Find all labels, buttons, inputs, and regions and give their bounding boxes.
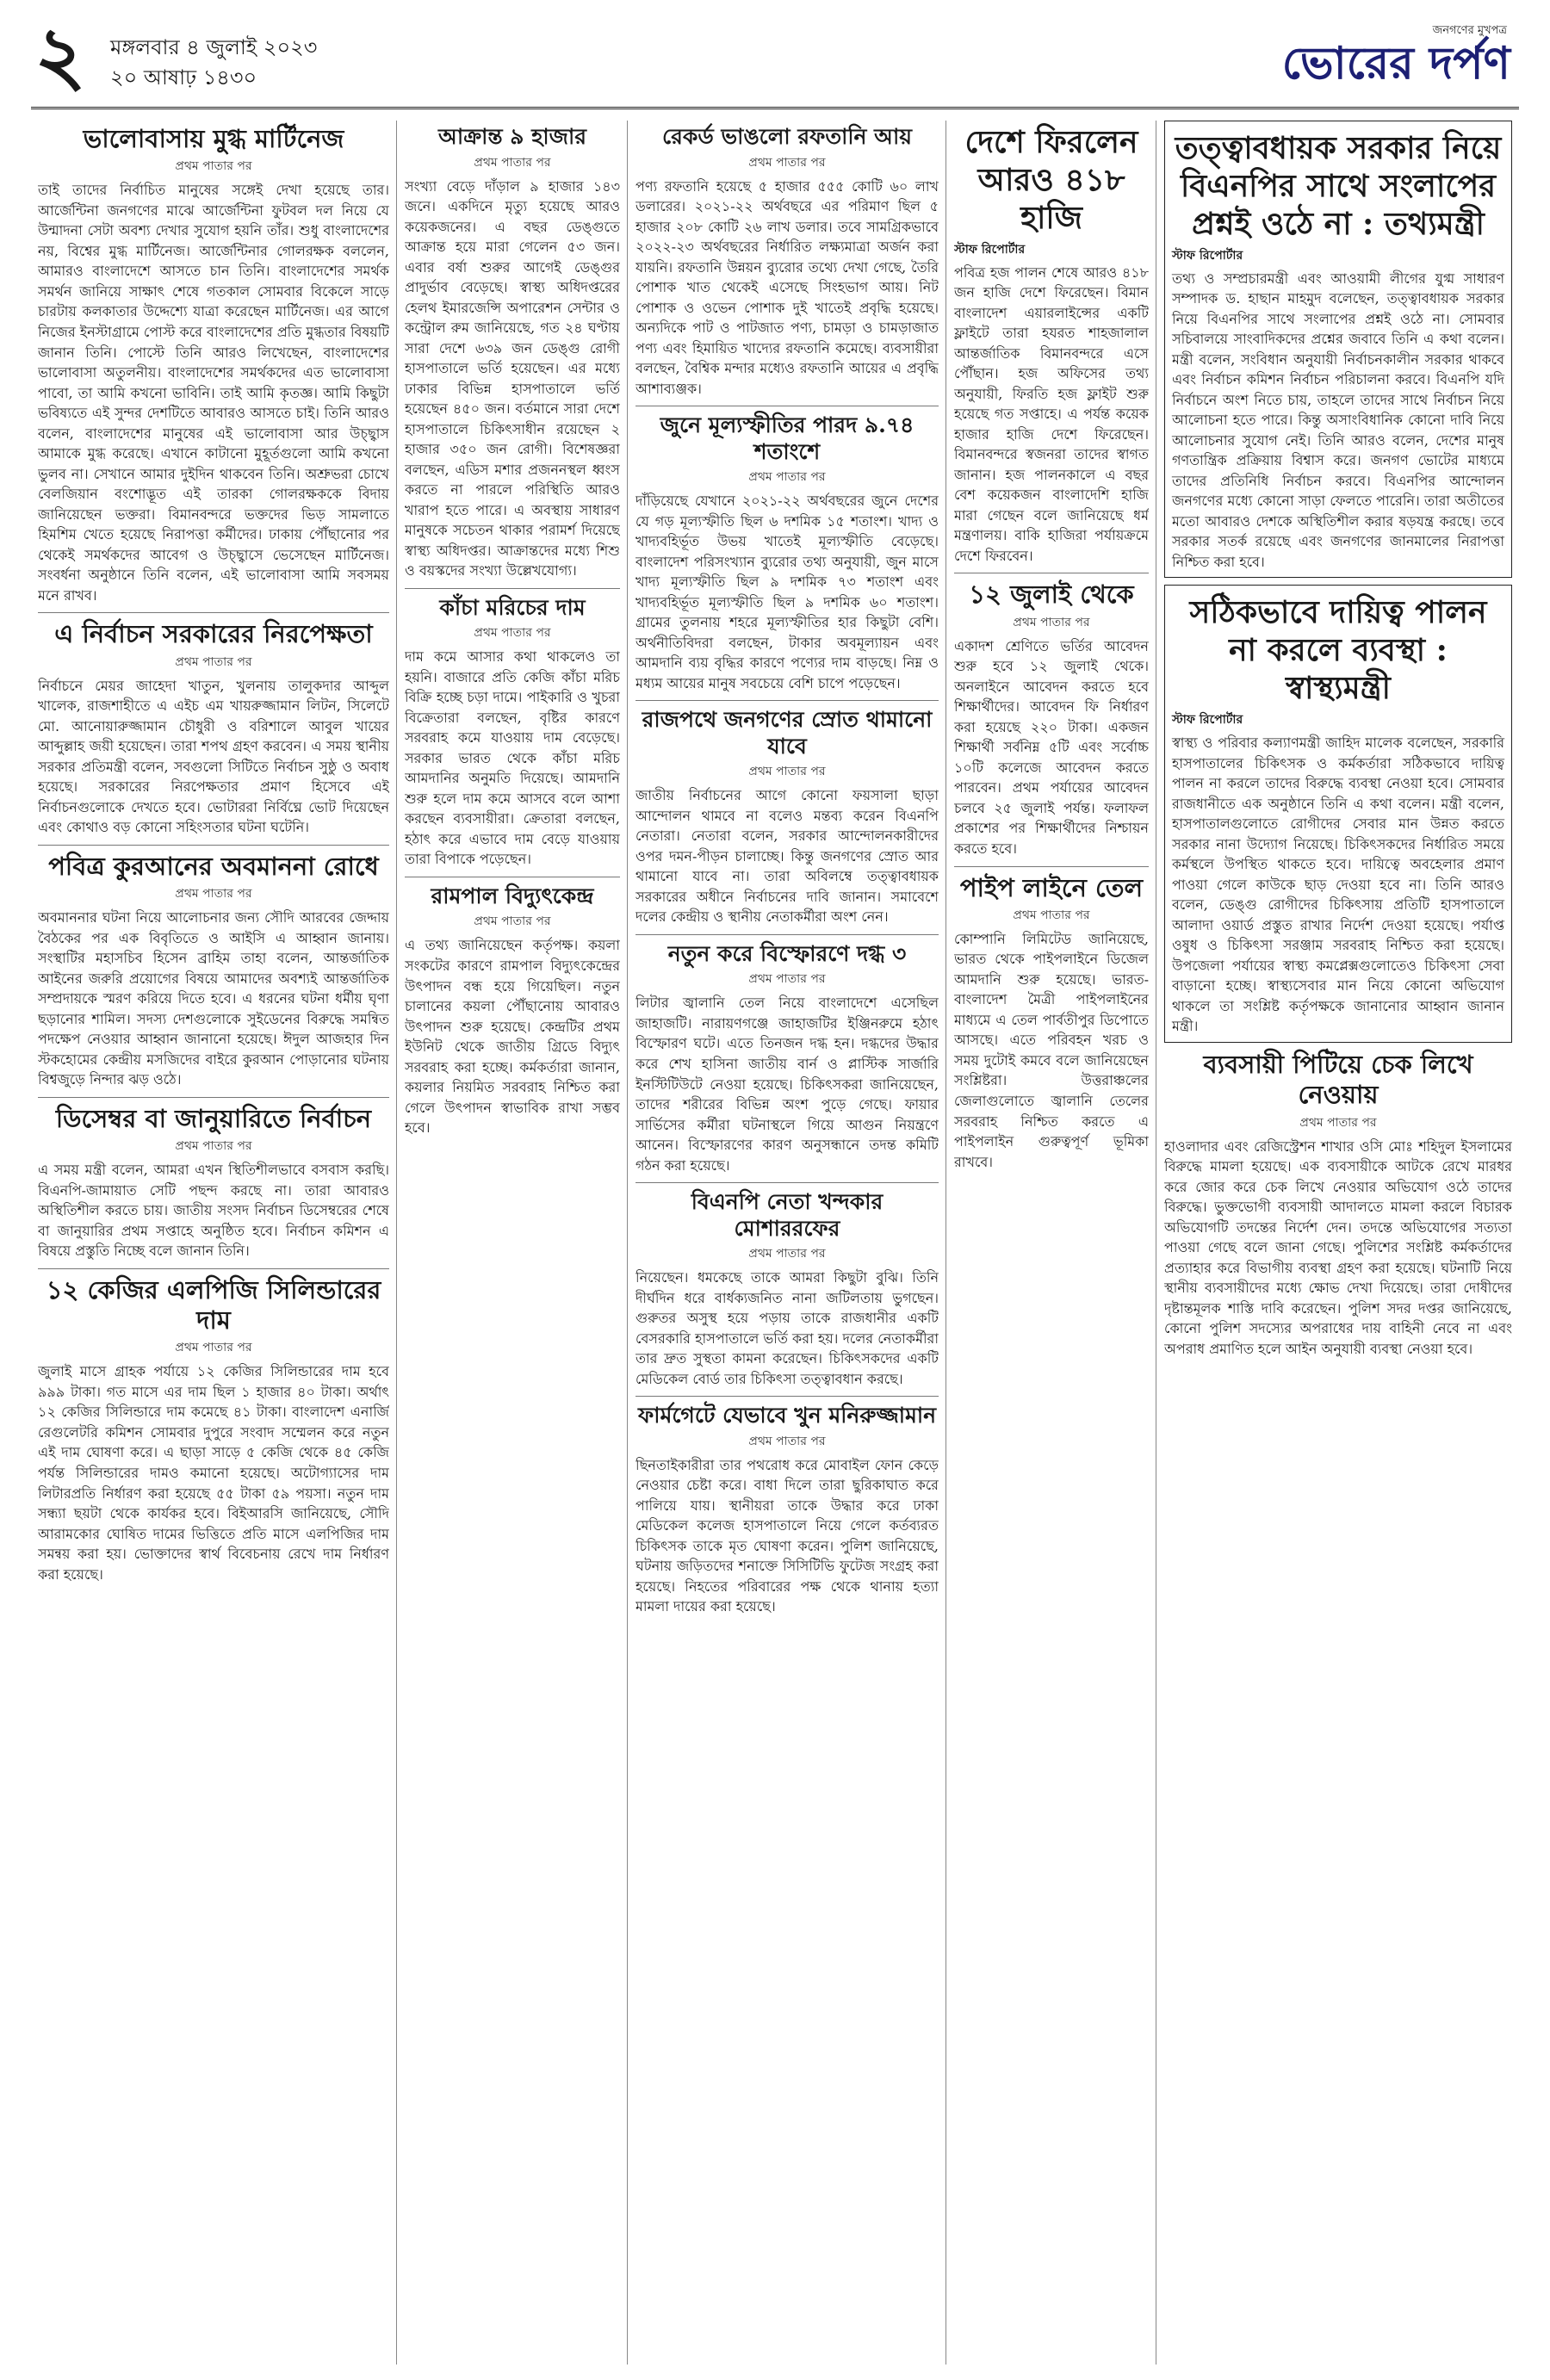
continued-label: প্রথম পাতার পর	[1013, 908, 1090, 922]
continued-label: প্রথম পাতার পর	[474, 626, 551, 641]
article-pipeline	[954, 873, 1149, 1173]
headline: ডিসেম্বর বা জানুয়ারিতে নির্বাচন	[55, 1103, 372, 1133]
continued-label: প্রথম পাতার পর	[175, 1139, 252, 1154]
headline: রাজপথে জনগণের স্রোত থামানো যাবে	[642, 707, 933, 759]
article-body: এ তথ্য জানিয়েছেন কর্তৃপক্ষ। কয়লা সংকটের কারণে রামপাল বিদ্যুৎকেন্দ্রের উৎপাদন বন্ধ হয়ে গিয়েছিল। নতুন চালানের কয়লা পৌঁছানোয় আবারও উৎপাদন শুরু হয়েছে। কেন্দ্রটির প্রথম ইউনিট থেকে জাতীয় গ্রিডে বিদ্যুৎ সরবরাহ করা হচ্ছে। কর্মকর্তারা জানান, কয়লার নিয়মিত সরবরাহ নিশ্চিত করা গেলে উৎপাদন স্বাভাবিক রাখা সম্ভব হবে।	[405, 937, 620, 1137]
article-blast	[636, 941, 939, 1175]
divider	[38, 1097, 389, 1098]
continued-label: প্রথম পাতার পর	[175, 887, 252, 902]
newspaper-logo	[1282, 22, 1510, 88]
continued-label: প্রথম পাতার পর	[1299, 1115, 1377, 1130]
headline: তত্ত্বাবধায়ক সরকার নিয়ে বিএনপির সাথে সংলাপের প্রশ্নই ওঠে না : তথ্যমন্ত্রী	[1175, 130, 1502, 242]
article-body: হাওলাদার এবং রেজিস্ট্রেশন শাখার ওসি মোঃ শহিদুল ইসলামের বিরুদ্ধে মামলা হয়েছে। এক ব্যবসায়ীকে আটকে রেখে মারধর করে জোর করে চেক লিখে নেওয়ার অভিযোগ ওঠে তাদের বিরুদ্ধে। ভুক্তভোগী ব্যবসায়ী আদালতে মামলা করলে বিচারক অভিযোগটি তদন্তের নির্দেশ দেন। তদন্তে অভিযোগের সত্যতা পাওয়া গেছে বলে জানা গেছে। পুলিশের সংশ্লিষ্ট কর্মকর্তাদের প্রত্যাহার করে বিভাগীয় ব্যবস্থা গ্রহণ করা হয়েছে। ঘটনাটি নিয়ে স্থানীয় ব্যবসায়ীদের মধ্যে ক্ষোভ দেখা দিয়েছে। তারা দোষীদের দৃষ্টান্তমূলক শাস্তি দাবি করেছেন। পুলিশ সদর দপ্তর জানিয়েছে, কোনো পুলিশ সদস্যের অপরাধের দায় বাহিনী নেবে না এবং অপরাধ প্রমাণিত হলে আইন অনুযায়ী ব্যবস্থা নেওয়া হবে।	[1164, 1137, 1512, 1357]
article-rampal	[405, 883, 620, 1138]
article-body: নির্বাচনে মেয়র জাহেদা খাতুন, খুলনায় তালুকদার আব্দুল খালেক, রাজশাহীতে এ এইচ এম খায়রুজ্জামান লিটন, সিলেটে মো. আনোয়ারুজ্জামান চৌধুরী ও বরিশালে আবুল খায়ের আব্দুল্লাহ জয়ী হয়েছেন। তারা শপথ গ্রহণ করবেন। এ সময় স্থানীয় সরকার প্রতিমন্ত্রী বলেন, সবগুলো সিটিতে নির্বাচন সুষ্ঠু ও অবাধ হয়েছে। সরকারের নিরপেক্ষতার প্রমাণ হিসেবে এই নির্বাচনগুলোকে দেখতে হবে। ভোটাররা নির্বিঘ্নে ভোট দিয়েছেন এবং কোথাও বড় কোনো সহিংসতার ঘটনা ঘটেনি।	[38, 677, 389, 836]
continued-label: প্রথম পাতার পর	[1013, 615, 1090, 629]
column-1	[38, 121, 389, 2365]
continued-label: প্রথম পাতার পর	[748, 155, 826, 170]
continued-label: প্রথম পাতার পর	[474, 914, 551, 929]
bangla-date: ২০ আষাঢ় ১৪৩০	[110, 65, 257, 90]
article-attack	[405, 124, 620, 581]
headline: ভালোবাসায় মুগ্ধ মার্টিনেজ	[83, 124, 344, 153]
continued-label: প্রথম পাতার পর	[748, 470, 826, 485]
headline: আক্রান্ত ৯ হাজার	[438, 124, 586, 149]
date-block	[110, 33, 317, 93]
column-2	[405, 121, 620, 2365]
logo-name: ভোরের দর্পণ	[1281, 37, 1510, 90]
headline: ফার্মগেটে যেভাবে খুন মনিরুজ্জামান	[637, 1403, 936, 1429]
article-body: পবিত্র হজ পালন শেষে আরও ৪১৮ জন হাজি দেশে ফিরেছেন। বিমান বাংলাদেশ এয়ারলাইন্সের একটি ফ্লাইটে তারা হযরত শাহজালাল আন্তর্জাতিক বিমানবন্দরে এসে পৌঁছান। হজ অফিসের তথ্য অনুযায়ী, ফিরতি হজ ফ্লাইট শুরু হয়েছে গত সপ্তাহে। এ পর্যন্ত কয়েক হাজার হাজি দেশে ফিরেছেন। বিমানবন্দরে স্বজনরা তাদের স্বাগত জানান। হজ পালনকালে এ বছর বেশ কয়েকজন বাংলাদেশি হাজি মারা গেছেন বলে জানিয়েছে ধর্ম মন্ত্রণালয়। বাকি হাজিরা পর্যায়ক্রমে দেশে ফিরবেন।	[954, 263, 1149, 564]
article-remittance	[636, 124, 939, 399]
article-inflation	[636, 412, 939, 693]
headline: পাইপ লাইনে তেল	[959, 872, 1144, 902]
article-farmgate	[636, 1403, 939, 1617]
article-quran	[38, 852, 389, 1090]
divider	[38, 1268, 389, 1269]
column-5	[1164, 121, 1512, 2365]
article-chili	[405, 595, 620, 870]
continued-label: প্রথম পাতার পর	[748, 1247, 826, 1261]
article-body: তথ্য ও সম্প্রচারমন্ত্রী এবং আওয়ামী লীগের যুগ্ম সাধারণ সম্পাদক ড. হাছান মাহমুদ বলেছেন, তত্ত্বাবধায়ক সরকার নিয়ে বিএনপির সাথে সংলাপের প্রশ্নই ওঠে না। সোমবার সচিবালয়ে সাংবাদিকদের প্রশ্নের জবাবে তিনি এ কথা বলেন। মন্ত্রী বলেন, সংবিধান অনুযায়ী নির্বাচনকালীন সরকার থাকবে এবং নির্বাচন কমিশন নির্বাচন পরিচালনা করবে। বিএনপি যদি নির্বাচনে অংশ নিতে চায়, তাহলে তাদের সাথে নির্বাচন নিয়ে আলোচনা হতে পারে। কিন্তু অসাংবিধানিক কোনো দাবি নিয়ে আলোচনার সুযোগ নেই। তিনি আরও বলেন, দেশের মানুষ গণতান্ত্রিক প্রক্রিয়ায় বিশ্বাস করে। জনগণ ভোটের মাধ্যমে তাদের প্রতিনিধি নির্বাচন করবে। বিএনপির আন্দোলন জনগণের মধ্যে কোনো সাড়া ফেলতে পারেনি। তারা অতীতের মতো আবারও দেশকে অস্থিতিশীল করার ষড়যন্ত্র করছে। তবে সরকার সতর্ক রয়েছে এবং জনগণের জানমালের নিরাপত্তা নিশ্চিত করা হবে।	[1172, 270, 1504, 570]
column-3	[636, 121, 939, 2365]
article-body: এ সময় মন্ত্রী বলেন, আমরা এখন স্থিতিশীলভাবে বসবাস করছি। বিএনপি-জামায়াত সেটি পছন্দ করছে না। তারা আবারও অস্থিতিশীল করতে চায়। জাতীয় সংসদ নির্বাচন ডিসেম্বরের শেষে বা জানুয়ারির প্রথম সপ্তাহে অনুষ্ঠিত হবে। নির্বাচন কমিশন এ বিষয়ে প্রস্তুতি নিচ্ছে বলে জানান তিনি।	[38, 1162, 389, 1260]
column-divider	[396, 121, 397, 2365]
divider	[636, 934, 939, 935]
article-body: অবমাননার ঘটনা নিয়ে আলোচনার জন্য সৌদি আরবের জেদ্দায় বৈঠকের পর এক বিবৃতিতে ও আইসি এ আহ্বান জানায়। সংস্থাটির মহাসচিব হিসেন ব্রাহিম তাহা বলেন, আন্তর্জাতিক আইনের জরুরি প্রয়োগের বিষয়ে আমাদের অবশ্যই আন্তর্জাতিক সম্প্রদায়কে স্মরণ করিয়ে দিতে হবে। এ ধরনের ঘটনা ধর্মীয় ঘৃণা ছড়ানোর শামিল। সদস্য দেশগুলোকে সুইডেনের বিরুদ্ধে সমন্বিত পদক্ষেপ নেওয়ার আহ্বান জানানো হয়েছে। ঈদুল আজহার দিন স্টকহোমের কেন্দ্রীয় মসজিদের বাইরে কুরআন পোড়ানোর ঘটনায় বিশ্বজুড়ে নিন্দার ঝড় ওঠে।	[38, 909, 389, 1088]
article-body: লিটার জ্বালানি তেল নিয়ে বাংলাদেশে এসেছিল জাহাজটি। নারায়ণগঞ্জে জাহাজটির ইঞ্জিনরুমে হঠাৎ বিস্ফোরণ ঘটে। এতে তিনজন দগ্ধ হন। দগ্ধদের উদ্ধার করে শেখ হাসিনা জাতীয় বার্ন ও প্লাস্টিক সার্জারি ইনস্টিটিউটে নেওয়া হয়েছে। চিকিৎসকরা জানিয়েছেন, তাদের শরীরের বিভিন্ন অংশ পুড়ে গেছে। ফায়ার সার্ভিসের কর্মীরা ঘটনাস্থলে গিয়ে আগুন নিয়ন্ত্রণে আনেন। বিস্ফোরণের কারণ অনুসন্ধানে তদন্ত কমিটি গঠন করা হয়েছে।	[636, 995, 939, 1174]
headline: ব্যবসায়ী পিটিয়ে চেক লিখে নেওয়ায়	[1203, 1049, 1473, 1110]
headline: জুনে মূল্যস্ফীতির পারদ ৯.৭৪ শতাংশে	[660, 412, 914, 464]
article-body: পণ্য রফতানি হয়েছে ৫ হাজার ৫৫৫ কোটি ৬০ লাখ ডলারের। ২০২১-২২ অর্থবছরে এর পরিমাণ ছিল ৫ হাজার ২০৮ কোটি ২৬ লাখ ডলার। তবে সামগ্রিকভাবে ২০২২-২৩ অর্থবছরের নির্ধারিত লক্ষ্যমাত্রা অর্জন করা যায়নি। রফতানি উন্নয়ন ব্যুরোর তথ্যে দেখা গেছে, তৈরি পোশাক খাত থেকেই এসেছে সিংহভাগ আয়। নিট পোশাক ও ওভেন পোশাক দুই খাতেই প্রবৃদ্ধি হয়েছে। অন্যদিকে পাট ও পাটজাত পণ্য, চামড়া ও চামড়াজাত পণ্য এবং হিমায়িত খাদ্যের রফতানি কমেছে। ব্যবসায়ীরা বলছেন, বৈশ্বিক মন্দার মধ্যেও রফতানি আয়ের এ প্রবৃদ্ধি আশাব্যঞ্জক।	[636, 177, 939, 397]
article-bnp-leader	[636, 1189, 939, 1389]
article-december	[38, 1104, 389, 1261]
article-lpg	[38, 1275, 389, 1584]
divider	[405, 588, 620, 589]
page-number: ২	[34, 9, 86, 102]
divider	[636, 1182, 939, 1183]
continued-label: প্রথম পাতার পর	[175, 1341, 252, 1355]
byline: স্টাফ রিপোর্টার	[1172, 713, 1243, 728]
article-election	[38, 619, 389, 838]
headline: দেশে ফিরলেন আরও ৪১৮ হাজি	[964, 124, 1138, 236]
headline: নতুন করে বিস্ফোরণে দগ্ধ ৩	[667, 940, 907, 966]
logo-tagline: জনগণের মুখপত্র	[1432, 24, 1507, 37]
headline: সঠিকভাবে দায়িত্ব পালন না করলে ব্যবস্থা : স্বাস্থ্যমন্ত্রী	[1189, 594, 1487, 707]
article-body: তাই তাদের নির্বাচিত মানুষের সঙ্গেই দেখা হয়েছে তার। আর্জেন্টিনা জনগণের মাঝে আর্জেন্টিনা ফুটবল দল নিয়ে যে উন্মাদনা সেটা অবশ্য দেখার সুযোগ হয়নি তাঁর। শুধু বাংলাদেশের নয়, বিশ্বের মুগ্ধ মার্টিনেজ। আর্জেন্টিনার গোলরক্ষক বললেন, আমারও বাংলাদেশে আসতে চান তিনি। বাংলাদেশের সমর্থক সমর্থন জানিয়ে সাক্ষাৎ শেষে গতকাল সোমবার বিকেলে সাড়ে চারটায় কলকাতার উদ্দেশ্যে যাত্রা করেছেন মার্টিনেজ। এর আগে নিজের ইনস্টাগ্রামে পোস্ট করে বাংলাদেশের প্রতি মুগ্ধতার বিষয়টি জানান তিনি। পোস্টে তিনি আরও লিখেছেন, বাংলাদেশের ভালোবাসা অতুলনীয়। বাংলাদেশের সমর্থকদের এত ভালোবাসা পাবো, তা আমি কখনো ভাবিনি। তাই আমি কৃতজ্ঞ। আমি কিছুটা ভবিষ্যতে এই সুন্দর দেশটিতে আবারও আসতে চাই। তিনি আরও বলেন, বাংলাদেশের মানুষের এই ভালোবাসা আর উচ্ছ্বাস আমাকে মুগ্ধ করেছে। এখানে কাটানো মুহূর্তগুলো আমি কখনো ভুলব না। সেখানে আমার দুইদিন থাকবেন তিনি। অশ্রুভরা চোখে বেলজিয়ান বংশোদ্ভূত এই তারকা গোলরক্ষককে বিদায় জানিয়েছেন ভক্তরা। বিমানবন্দরে ভক্তদের ভিড় সামলাতে হিমশিম খেতে হয়েছে নিরাপত্তা কর্মীদের। ঢাকায় পৌঁছানোর পর থেকেই সমর্থকদের আবেগ ও উচ্ছ্বাসে ভেসেছেন মার্টিনেজ। সংবর্ধনা অনুষ্ঠানে তিনি বলেন, এই ভালোবাসা আমি সবসময় মনে রাখব।	[38, 182, 389, 604]
article-body: দাঁড়িয়েছে যেখানে ২০২১-২২ অর্থবছরের জুনে দেশের যে গড় মূল্যস্ফীতি ছিল ৬ দশমিক ১৫ শতাংশ। খাদ্য ও খাদ্যবহির্ভূত উভয় খাতেই মূল্যস্ফীতি বেড়েছে। বাংলাদেশ পরিসংখ্যান ব্যুরোর তথ্য অনুযায়ী, জুন মাসে খাদ্য মূল্যস্ফীতি ছিল ৯ দশমিক ৭৩ শতাংশ এবং খাদ্যবহির্ভূত মূল্যস্ফীতি ছিল ৯ দশমিক ৬০ শতাংশ। গ্রামের তুলনায় শহরে মূল্যস্ফীতির হার কিছুটা বেশি। অর্থনীতিবিদরা বলছেন, টাকার অবমূল্যায়ন এবং আমদানি ব্যয় বৃদ্ধির কারণে পণ্যের দাম বাড়ছে। নিম্ন ও মধ্যম আয়ের মানুষ সবচেয়ে বেশি চাপে পড়েছেন।	[636, 493, 939, 691]
article-july12	[954, 580, 1149, 858]
article-rajpath	[636, 707, 939, 927]
byline: স্টাফ রিপোর্টার	[1172, 248, 1243, 263]
article-body: একাদশ শ্রেণিতে ভর্তির আবেদন শুরু হবে ১২ জুলাই থেকে। অনলাইনে আবেদন করতে হবে শিক্ষার্থীদের। আবেদন ফি নির্ধারণ করা হয়েছে ২২০ টাকা। একজন শিক্ষার্থী সর্বনিম্ন ৫টি এবং সর্বোচ্চ ১০টি কলেজে আবেদন করতে পারবেন। প্রথম পর্যায়ের আবেদন চলবে ২৫ জুলাই পর্যন্ত। ফলাফল প্রকাশের পর শিক্ষার্থীদের নিশ্চায়ন করতে হবে।	[954, 637, 1149, 857]
article-cheque	[1164, 1050, 1512, 1359]
article-love	[38, 124, 389, 605]
headline: কাঁচা মরিচের দাম	[439, 594, 586, 620]
article-body: কোম্পানি লিমিটেড জানিয়েছে, ভারত থেকে পাইপলাইনে ডিজেল আমদানি শুরু হয়েছে। ভারত-বাংলাদেশ মৈত্রী পাইপলাইনের মাধ্যমে এ তেল পার্বতীপুর ডিপোতে আসছে। এতে পরিবহন খরচ ও সময় দুটোই কমবে বলে জানিয়েছেন সংশ্লিষ্টরা। উত্তরাঞ্চলের জেলাগুলোতে জ্বালানি তেলের সরবরাহ নিশ্চিত করতে এ পাইপলাইন গুরুত্বপূর্ণ ভূমিকা রাখবে।	[954, 930, 1149, 1170]
article-body: জুলাই মাসে গ্রাহক পর্যায়ে ১২ কেজির সিলিন্ডারের দাম হবে ৯৯৯ টাকা। গত মাসে এর দাম ছিল ১ হাজার ৪০ টাকা। অর্থাৎ ১২ কেজির সিলিন্ডারে দাম কমেছে ৪১ টাকা। বাংলাদেশ এনার্জি রেগুলেটরি কমিশন সোমবার দুপুরে সংবাদ সম্মেলন করে নতুন এই দাম ঘোষণা করে। এ ছাড়া সাড়ে ৫ কেজি থেকে ৪৫ কেজি পর্যন্ত সিলিন্ডারের দামও কমানো হয়েছে। অটোগ্যাসের দাম লিটারপ্রতি নির্ধারণ করা হয়েছে ৫৫ টাকা ৫৯ পয়সা। নতুন দাম সন্ধ্যা ছয়টা থেকে কার্যকর হবে। বিইআরসি জানিয়েছে, সৌদি আরামকোর ঘোষিত দামের ভিত্তিতে প্রতি মাসে এলপিজির দাম সমন্বয় করা হয়। ভোক্তাদের স্বার্থ বিবেচনায় রেখে দাম নির্ধারণ করা হয়েছে।	[38, 1363, 389, 1583]
continued-label: প্রথম পাতার পর	[748, 972, 826, 987]
divider	[954, 866, 1149, 867]
continued-label: প্রথম পাতার পর	[474, 155, 551, 170]
headline: পবিত্র কুরআনের অবমাননা রোধে	[48, 851, 379, 881]
headline: রেকর্ড ভাঙলো রফতানি আয়	[661, 124, 913, 149]
continued-label: প্রথম পাতার পর	[175, 159, 252, 174]
article-body: সংখ্যা বেড়ে দাঁড়াল ৯ হাজার ১৪৩ জনে। একদিনে মৃত্যু হয়েছে আরও কয়েকজনের। এ বছর ডেঙ্গুতে আক্রান্ত হয়ে মারা গেলেন ৫৩ জন। এবার বর্ষা শুরুর আগেই ডেঙ্গুর প্রাদুর্ভাব বেড়েছে। স্বাস্থ্য অধিদপ্তরের হেলথ ইমারজেন্সি অপারেশন সেন্টার ও কন্ট্রোল রুম জানিয়েছে, গত ২৪ ঘণ্টায় সারা দেশে ৬৩৯ জন ডেঙ্গু রোগী হাসপাতালে ভর্তি হয়েছেন। এর মধ্যে ঢাকার বিভিন্ন হাসপাতালে ভর্তি হয়েছেন ৪৫০ জন। বর্তমানে সারা দেশে হাসপাতালে চিকিৎসাধীন রয়েছেন ২ হাজার ৩৫০ জন রোগী। বিশেষজ্ঞরা বলছেন, এডিস মশার প্রজননস্থল ধ্বংস করতে না পারলে পরিস্থিতি আরও খারাপ হতে পারে। এ অবস্থায় সাধারণ মানুষকে সচেতন থাকার পরামর্শ দিয়েছে স্বাস্থ্য অধিদপ্তর। আক্রান্তদের মধ্যে শিশু ও বয়স্কদের সংখ্যা উল্লেখযোগ্য।	[405, 177, 620, 580]
headline: এ নির্বাচন সরকারের নিরপেক্ষতা	[54, 619, 373, 649]
article-body: স্বাস্থ্য ও পরিবার কল্যাণমন্ত্রী জাহিদ মালেক বলেছেন, সরকারি হাসপাতালের চিকিৎসক ও কর্মকর্তারা সঠিকভাবে দায়িত্ব পালন না করলে তাদের বিরুদ্ধে ব্যবস্থা নেওয়া হবে। সোমবার রাজধানীতে এক অনুষ্ঠানে তিনি এ কথা বলেন। মন্ত্রী বলেন, হাসপাতালগুলোতে রোগীদের সেবার মান উন্নত করতে সরকার নানা উদ্যোগ নিয়েছে। চিকিৎসকদের নির্ধারিত সময়ে কর্মস্থলে উপস্থিত থাকতে হবে। দায়িত্বে অবহেলার প্রমাণ পাওয়া গেলে কাউকে ছাড় দেওয়া হবে না। তিনি আরও বলেন, ডেঙ্গু রোগীদের চিকিৎসায় প্রতিটি হাসপাতালে আলাদা ওয়ার্ড প্রস্তুত রাখার নির্দেশ দেওয়া হয়েছে। পর্যাপ্ত ওষুধ ও চিকিৎসা সরঞ্জাম সরবরাহ নিশ্চিত করা হয়েছে। উপজেলা পর্যায়ের স্বাস্থ্য কমপ্লেক্সগুলোতেও চিকিৎসা সেবা বাড়ানো হচ্ছে। স্বাস্থ্যসেবার মান নিয়ে কোনো অভিযোগ থাকলে তা সংশ্লিষ্ট কর্তৃপক্ষকে জানানোর আহ্বান জানান মন্ত্রী।	[1172, 734, 1504, 1035]
article-hajj	[954, 124, 1149, 566]
masthead-rule	[31, 107, 1519, 109]
article-body: নিয়েছেন। ধমকেছে তাকে আমরা কিছুটা বুঝি। তিনি দীর্ঘদিন ধরে বার্ধক্যজনিত নানা জটিলতায় ভুগছেন। গুরুতর অসুস্থ হয়ে পড়ায় তাকে রাজধানীর একটি বেসরকারি হাসপাতালে ভর্তি করা হয়। দলের নেতাকর্মীরা তার দ্রুত সুস্থতা কামনা করেছেন। চিকিৎসকদের একটি মেডিকেল বোর্ড তার চিকিৎসা তত্ত্বাবধান করছে।	[636, 1269, 939, 1387]
continued-label: প্রথম পাতার পর	[748, 765, 826, 779]
divider	[636, 1396, 939, 1397]
divider	[38, 612, 389, 613]
continued-label: প্রথম পাতার পর	[175, 654, 252, 669]
day-date: মঙ্গলবার ৪ জুলাই ২০২৩	[110, 35, 318, 59]
column-4	[954, 121, 1149, 2365]
article-body: দাম কমে আসার কথা থাকলেও তা হয়নি। বাজারে প্রতি কেজি কাঁচা মরিচ বিক্রি হচ্ছে চড়া দামে। পাইকারি ও খুচরা বিক্রেতারা বলছেন, বৃষ্টির কারণে সরবরাহ কমে যাওয়ায় দাম বেড়েছে। সরকার ভারত থেকে কাঁচা মরিচ আমদানির অনুমতি দিয়েছে। আমদানি শুরু হলে দাম কমে আসবে বলে আশা করছেন ব্যবসায়ীরা। ক্রেতারা বলছেন, হঠাৎ করে এভাবে দাম বেড়ে যাওয়ায় তারা বিপাকে পড়েছেন।	[405, 648, 620, 868]
byline: স্টাফ রিপোর্টার	[954, 242, 1026, 257]
article-body: ছিনতাইকারীরা তার পথরোধ করে মোবাইল ফোন কেড়ে নেওয়ার চেষ্টা করে। বাধা দিলে তারা ছুরিকাঘাত করে পালিয়ে যায়। স্থানীয়রা তাকে উদ্ধার করে ঢাকা মেডিকেল কলেজ হাসপাতালে নিয়ে গেলে কর্তব্যরত চিকিৎসক তাকে মৃত ঘোষণা করেন। পুলিশ জানিয়েছে, ঘটনায় জড়িতদের শনাক্তে সিসিটিভি ফুটেজ সংগ্রহ করা হয়েছে। নিহতের পরিবারের পক্ষ থেকে থানায় হত্যা মামলা দায়ের করা হয়েছে।	[636, 1456, 939, 1615]
continued-label: প্রথম পাতার পর	[748, 1434, 826, 1448]
article-health-minister	[1164, 585, 1512, 1042]
headline: বিএনপি নেতা খন্দকার মোশাররফের	[691, 1189, 884, 1241]
divider	[38, 845, 389, 846]
article-caretaker	[1164, 121, 1512, 578]
column-divider	[627, 121, 628, 2365]
headline: ১২ জুলাই থেকে	[969, 580, 1134, 610]
headline: রামপাল বিদ্যুৎকেন্দ্র	[431, 883, 594, 908]
divider	[636, 700, 939, 701]
masthead	[0, 0, 1550, 114]
headline: ১২ কেজির এলপিজি সিলিন্ডারের দাম	[46, 1274, 381, 1336]
article-body: জাতীয় নির্বাচনের আগে কোনো ফয়সালা ছাড়া আন্দোলন থামবে না বলেও মন্তব্য করেন বিএনপি নেতারা। নেতারা বলেন, সরকার আন্দোলনকারীদের ওপর দমন-পীড়ন চালাচ্ছে। কিন্তু জনগণের স্রোত আর থামানো যাবে না। তারা অবিলম্বে তত্ত্বাবধায়ক সরকারের অধীনে নির্বাচনের দাবি জানান। সমাবেশে দলের কেন্দ্রীয় ও স্থানীয় নেতাকর্মীরা অংশ নেন।	[636, 787, 939, 926]
